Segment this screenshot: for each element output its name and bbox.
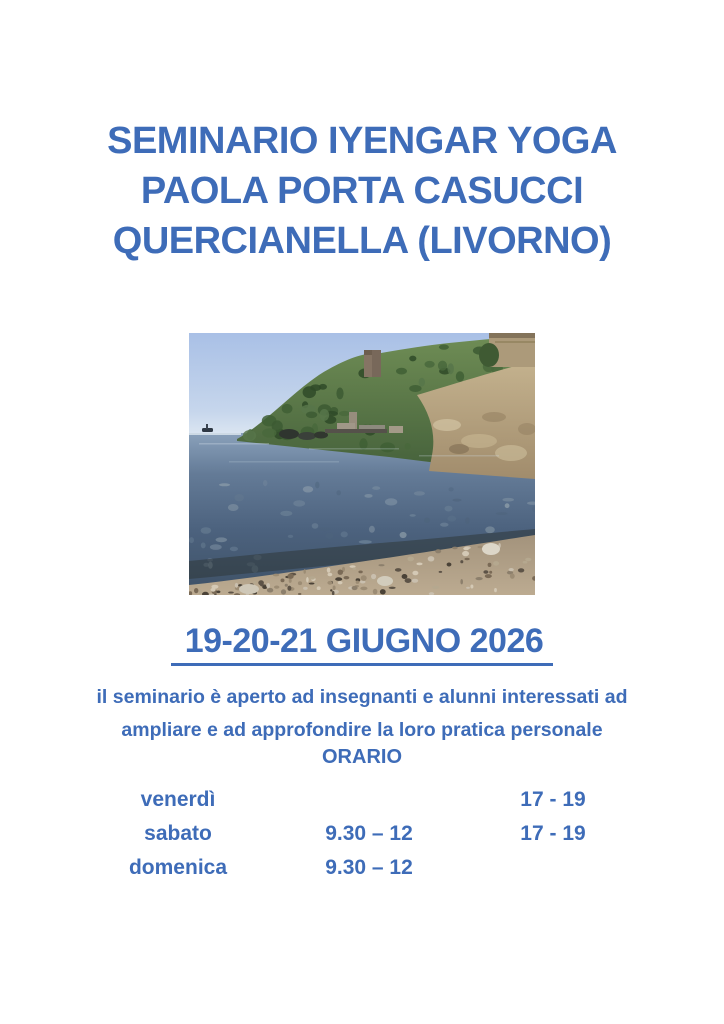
event-description [0,681,724,747]
schedule-title: ORARIO [322,746,402,768]
evening-time: 17 - 19 [520,788,586,811]
schedule-row-saturday [92,817,632,851]
day-label: domenica [128,856,228,879]
page-title [0,116,724,266]
event-description-line-2: ampliare e ad approfondire la loro pratica personale [121,719,603,741]
day-label: venerdì [140,788,216,811]
title-line-3: QUERCIANELLA (LIVORNO) [112,220,612,262]
schedule-row-sunday [92,851,632,885]
morning-time: 9.30 – 12 [325,822,413,845]
schedule-row-friday [92,783,632,817]
horizon-line [189,433,241,435]
day-label: sabato [144,822,212,845]
event-description-line-1: il seminario è aperto ad insegnanti e alunni interessati ad [96,686,628,708]
tower [364,350,381,377]
event-date-text: 19-20-21 GIUGNO 2026 [171,620,554,666]
title-line-1: SEMINARIO IYENGAR YOGA [107,120,617,162]
event-date [0,620,724,666]
coast-photo-image [189,333,535,595]
morning-time: 9.30 – 12 [325,856,413,879]
evening-time: 17 - 19 [520,822,586,845]
coast-photo [189,333,535,595]
title-line-2: PAOLA PORTA CASUCCI [140,170,584,212]
schedule-table [92,783,632,885]
